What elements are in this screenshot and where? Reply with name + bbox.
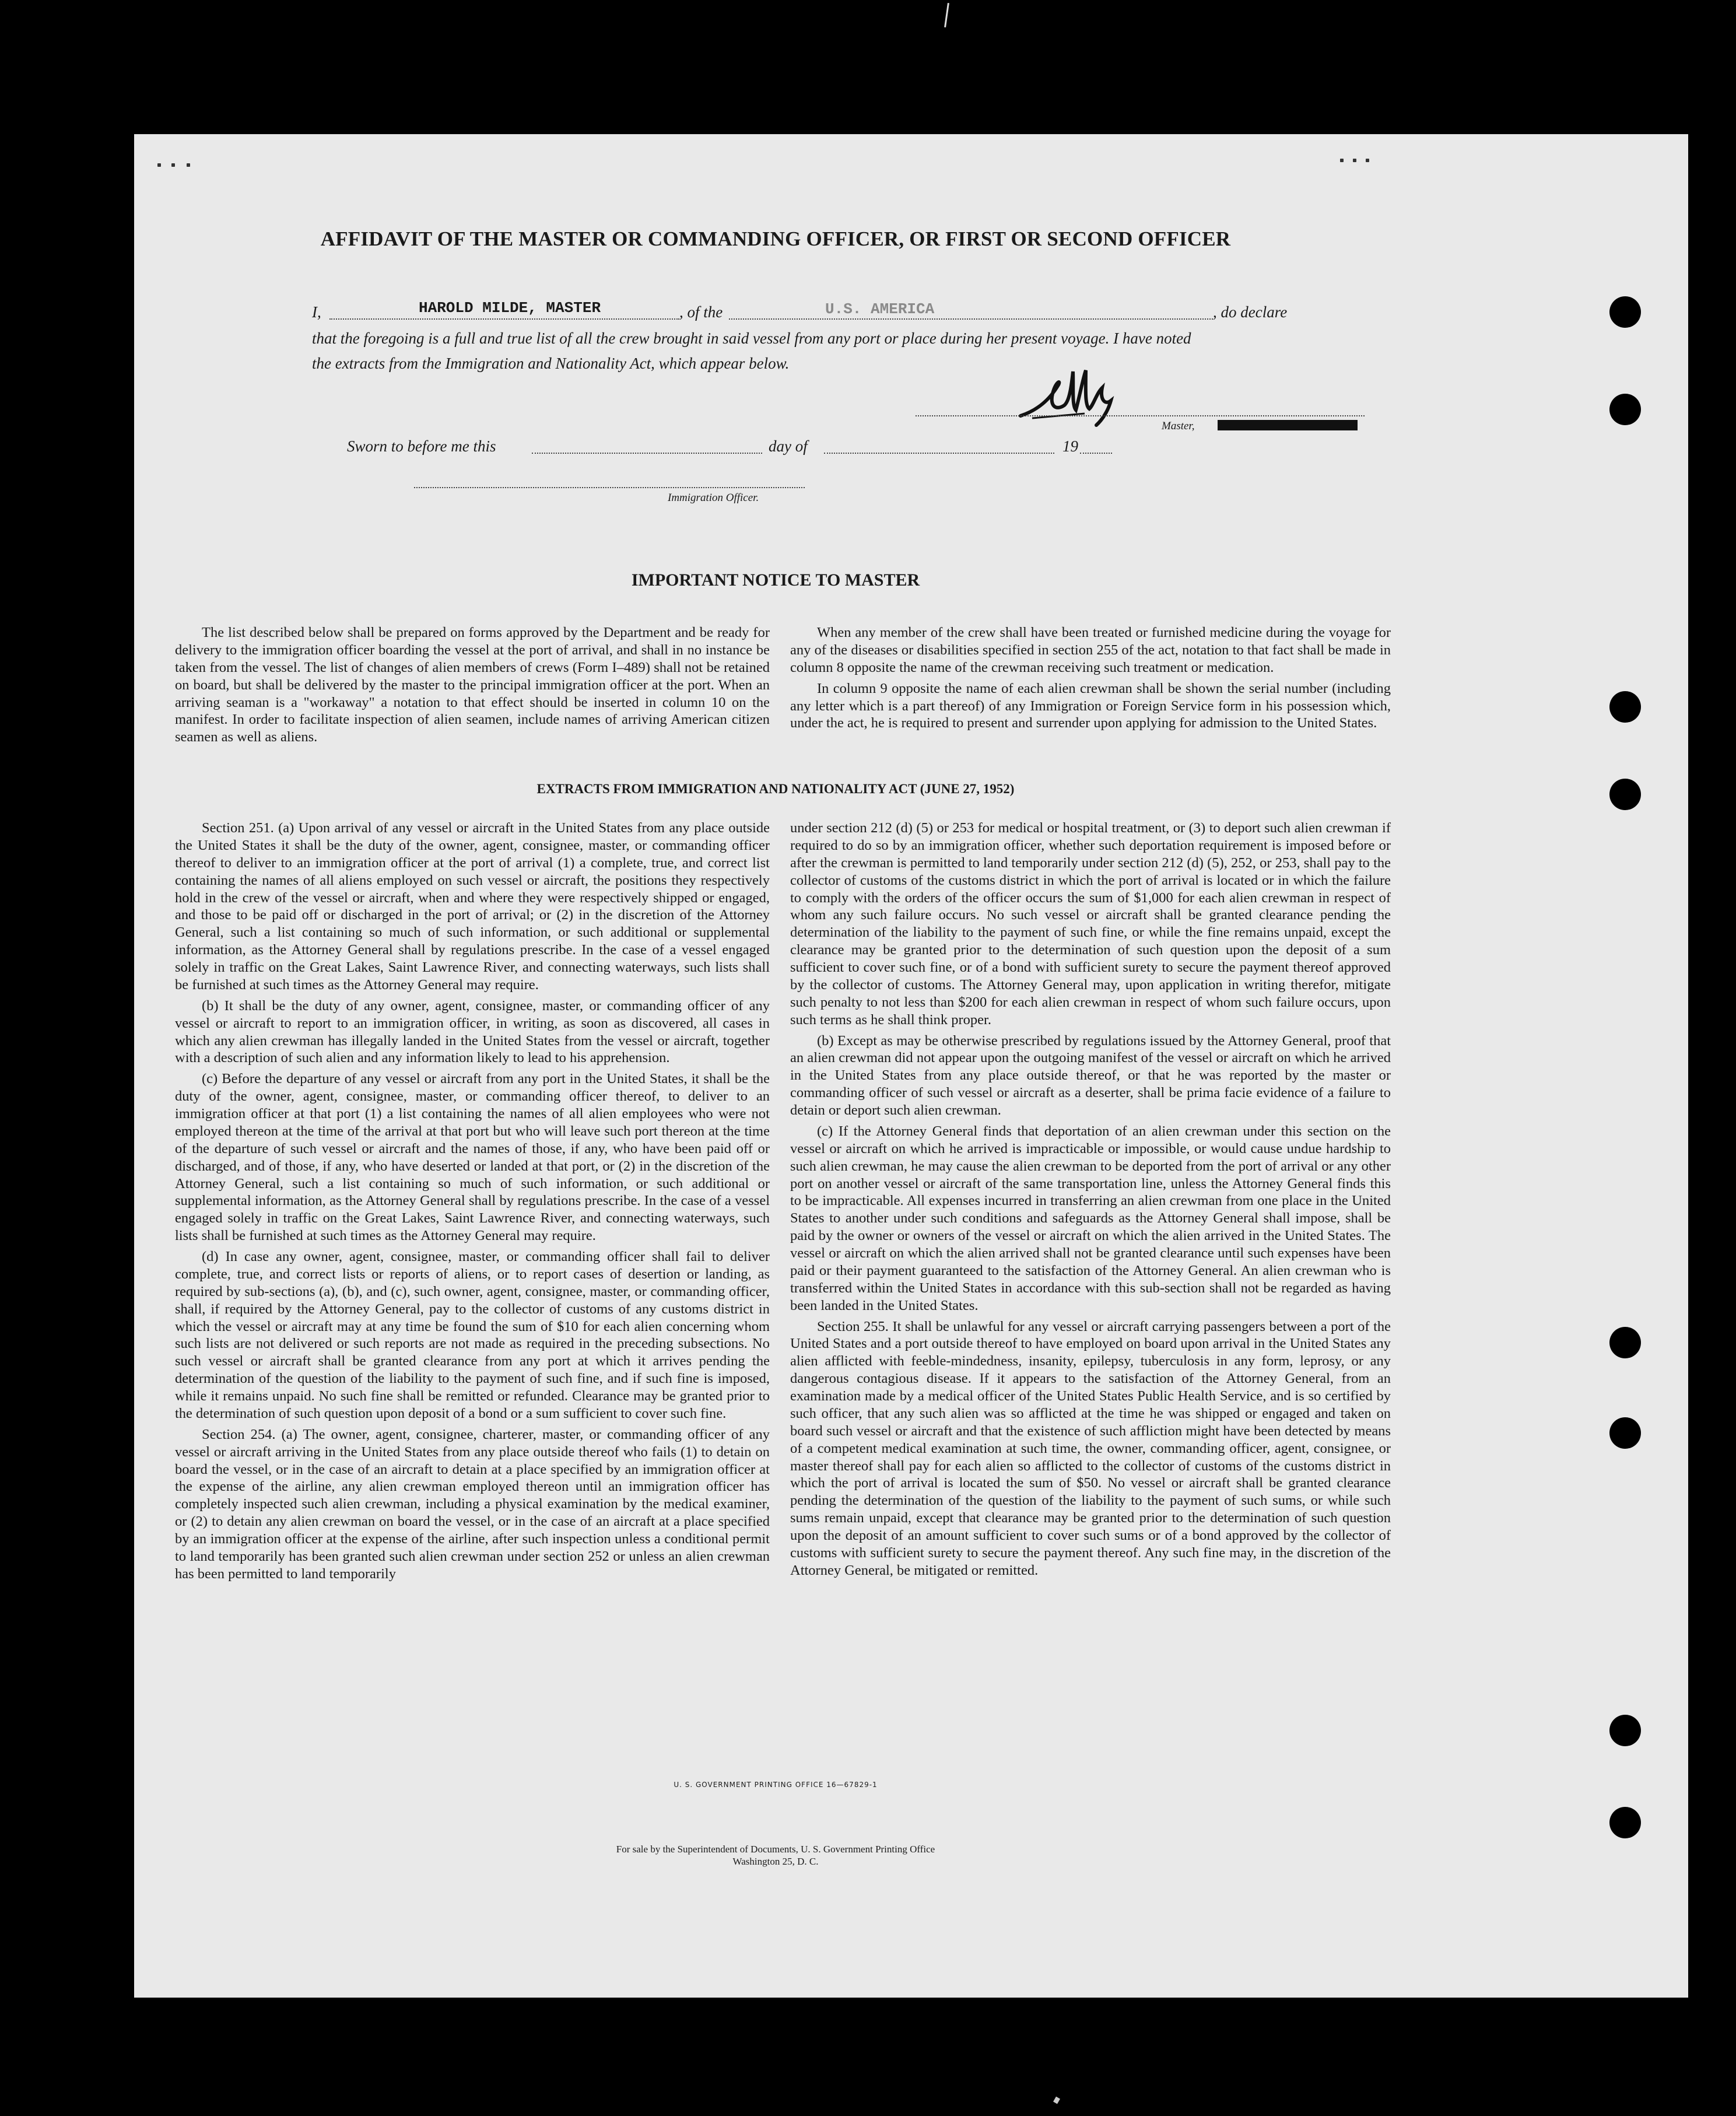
section-254a-paragraph: Section 254. (a) The owner, agent, consignee, charterer, master, or commanding officer of any vessel or aircraft arriving in the United States from any place outside thereof who fails (1) to detain on board the vessel, or in the case of an aircraft to detain at a place specified by an immigration officer at the expense of the airline, any alien crewman employed thereon until an immigration officer has completely inspected such alien crewman, including a physical examination by the medical examiner, or (2) to detain any alien crewman on board the vessel, or in the case of an aircraft at a place specified by an immigration officer at the expense of the airline, after such inspection unless a conditional permit to land temporarily has been granted such alien crewman under section 252 or unless an alien crewman has been permitted to land temporarily [175, 1426, 770, 1582]
section-254b-paragraph: (b) Except as may be otherwise prescribed by regulations issued by the Attorney General, proof that an alien crewman did not appear upon the outgoing manifest of the vessel or aircraft on which he arrived in the United States from any place outside thereof, or that he was reported by the master or commanding officer of such vessel or aircraft as a deserter, shall be prima facie evidence of a failure to detain or deport such alien crewman. [790, 1032, 1391, 1118]
sale-line-2: Washington 25, D. C. [732, 1856, 819, 1868]
vessel-field-line [729, 318, 1213, 320]
i-label: I, [312, 303, 321, 321]
scan-mark [1053, 2097, 1060, 2104]
section-251a-paragraph: Section 251. (a) Upon arrival of any vessel or aircraft in the United States from any place outside the United States it shall be the duty of the owner, agent, consignee, master, or commanding officer thereof to deliver to an immigration officer at the port of arrival (1) a complete, true, and correct list containing the names of all aliens employed on such vessel or aircraft, the positions they respectively hold in the crew of the vessel or aircraft, when and where they were respectively shipped or engaged, and those to be paid off or discharged in the port of arrival; or (2) in the discretion of the Attorney General, such a list containing so much of such information, or such additional or supplemental information, as the Attorney General shall by regulations prescribe. In the case of a vessel engaged solely in traffic on the Great Lakes, Saint Lawrence River, and connecting waterways, such lists shall be furnished at such times as the Attorney General may require. [175, 820, 770, 993]
section-251b-paragraph: (b) It shall be the duty of any owner, agent, consignee, master, or commanding officer of any vessel or aircraft to report to an immigration officer, in writing, as soon as discovered, all cases in which any alien crewman has illegally landed in the United States from the vessel or aircraft, together with a description of such alien and any information likely to lead to his apprehension. [175, 997, 770, 1066]
scan-speck [1340, 159, 1344, 162]
scan-speck [171, 163, 175, 167]
document-page [134, 134, 1688, 1998]
notice-title: IMPORTANT NOTICE TO MASTER [631, 570, 920, 590]
immigration-officer-label: Immigration Officer. [668, 492, 759, 504]
extracts-left-column [175, 819, 770, 1586]
sworn-day-line [532, 453, 762, 454]
year-label: 19 [1062, 437, 1078, 455]
punch-hole [1609, 1327, 1641, 1358]
notice-right-column [790, 624, 1391, 735]
affidavit-title: AFFIDAVIT OF THE MASTER OR COMMANDING OFFICER, OR FIRST OR SECOND OFFICER [320, 227, 1231, 250]
scan-speck [157, 163, 161, 167]
master-signature [1015, 365, 1131, 429]
punch-hole [1609, 779, 1641, 810]
punch-hole [1609, 691, 1641, 723]
scan-mark [944, 3, 949, 27]
punch-hole [1609, 296, 1641, 328]
scan-speck [1366, 159, 1369, 162]
section-251c-paragraph: (c) Before the departure of any vessel or aircraft from any port in the United States, it shall be the duty of the owner, agent, consignee, master, or commanding officer thereof, to deliver to an immigration officer at that port (1) a list containing the names of all alien employees who were not employed thereon at the time of the arrival at that port but who will leave such port thereon at the time of the departure of such vessel or aircraft and the names of those, if any, who have been paid off or discharged, and of those, if any, who have deserted or landed at that port, or (2) in the discretion of the Attorney General, such a list containing so much of such information, or such additional or supplemental information, as the Attorney General shall by regulations prescribe. In the case of a vessel engaged solely in traffic on the Great Lakes, Saint Lawrence River, and connecting waterways, such lists shall be furnished at such times as the Attorney General may require. [175, 1071, 770, 1244]
extracts-right-column [790, 819, 1391, 1583]
section-255-paragraph: Section 255. It shall be unlawful for any vessel or aircraft carrying passengers between a port of the United States and a port outside thereof to have employed on board upon arrival in the United States any alien afflicted with feeble-mindedness, insanity, epilepsy, tuberculosis in any form, leprosy, or any dangerous contagious disease. If it appears to the satisfaction of the Attorney General, from an examination made by a medical officer of the United States Public Health Service, and is so certified by such officer, that any such alien was so afflicted at the time he was shipped or engaged and taken on board such vessel or aircraft and that the existence of such affliction might have been detected by means of a competent medical examination at such time, the owner, commanding officer, agent, consignee, or master thereof shall pay for each alien so afflicted to the collector of customs of the customs district in which the port of arrival is located the sum of $50. No vessel or aircraft shall be granted clearance pending the determination of the question of the liability to the payment of such sums, or while such sums remain unpaid, except that clearance may be granted prior to the determination of such question upon the deposit of an amount sufficient to cover such sums or of a bond approved by the collector of customs with sufficient surety to secure the payment thereof. Any such fine may, in the discretion of the Attorney General, be mitigated or remitted. [790, 1318, 1391, 1578]
punch-hole [1609, 1715, 1641, 1746]
master-name-value: HAROLD MILDE, MASTER [419, 299, 601, 317]
scan-speck [1353, 159, 1356, 162]
section-254c-paragraph: (c) If the Attorney General finds that deportation of an alien crewman under this section on the vessel or aircraft on which he arrived is impracticable or impossible, or would cause undue hardship to such alien crewman, he may cause the alien crewman to be deported from the port of arrival or any other port on another vessel or aircraft of the same transportation line, unless the Attorney General finds this to be impracticable. All expenses incurred in transferring an alien crewman from one place in the United States to another under such conditions and safeguards as the Attorney General shall impose, shall be paid by the owner or owners of the vessel or aircraft on which the alien arrived in the United States. The vessel or aircraft on which the alien arrived shall not be granted clearance until such expenses have been paid or their payment guaranteed to the satisfaction of the Attorney General. An alien crewman who is transferred within the United States in accordance with this sub-section shall not be regarded as having been landed in the United States. [790, 1123, 1391, 1313]
gpo-imprint: U. S. GOVERNMENT PRINTING OFFICE 16—67829-1 [674, 1781, 878, 1789]
notice-paragraph: In column 9 opposite the name of each alien crewman shall be shown the serial number (including any letter which is a part thereof) of any Immigration or Foreign Service form in his possession which, under the act, he is required to present and surrender upon applying for admission to the United States. [790, 680, 1391, 731]
vessel-name-value: U.S. AMERICA [825, 300, 935, 318]
sale-notice [134, 1843, 1417, 1868]
redaction-mark [1218, 420, 1358, 430]
punch-hole [1609, 394, 1641, 425]
section-251d-paragraph: (d) In case any owner, agent, consignee, master, or commanding officer shall fail to deliver complete, true, and correct lists or reports of aliens, or to report cases of desertion or landing, as required by sub-sections (a), (b), and (c), such owner, agent, consignee, master, or commanding officer, shall, if required by the Attorney General, pay to the collector of customs of any customs district in which the vessel or aircraft may at any time be found the sum of $10 for each alien concerning whom such lists are not delivered or such reports are not made as required in the preceding subsections. No such vessel or aircraft shall be granted clearance from any port at which it arrives pending the determination of the question of the liability to the payment of such fine, and if such fine is imposed, while it remains unpaid. No such fine shall be remitted or refunded. Clearance may be granted prior to the determination of such question upon deposit of a bond or a sum sufficient to cover such fine. [175, 1249, 770, 1421]
punch-hole [1609, 1417, 1641, 1449]
sworn-year-line [1080, 453, 1112, 454]
master-signature-line [916, 415, 1365, 416]
sale-line-1: For sale by the Superintendent of Documents, U. S. Government Printing Office [616, 1844, 935, 1855]
punch-hole [1609, 1807, 1641, 1838]
sworn-label: Sworn to before me this [347, 437, 496, 455]
notice-paragraph: When any member of the crew shall have been treated or furnished medicine during the voyage for any of the diseases or disabilities specified in section 255 of the act, notation to that fact shall be made in column 8 opposite the name of the crewman receiving such treatment or medication. [790, 625, 1391, 675]
do-declare-label: , do declare [1213, 303, 1288, 321]
notice-left-column [175, 624, 770, 749]
notice-paragraph: The list described below shall be prepared on forms approved by the Department and be ready for delivery to the immigration officer boarding the vessel at the port of arrival, and shall in no instance be taken from the vessel. The list of changes of alien members of crews (Form I–489) shall not be retained on board, but shall be delivered by the master to the principal immigration officer at the port. When an arriving seaman is a "workaway" a notation to that effect should be inserted in column 10 on the manifest. In order to facilitate inspection of alien seamen, include names of arriving American citizen seamen as well as aliens. [175, 625, 770, 745]
master-label: Master, [1162, 420, 1195, 432]
affidavit-statement-line-1: that the foregoing is a full and true list of all the crew brought in said vessel from any port or place during her present voyage. I have noted [312, 330, 1191, 347]
day-of-label: day of [769, 437, 808, 455]
immigration-officer-line [414, 487, 805, 488]
affidavit-statement-line-2: the extracts from the Immigration and Nationality Act, which appear below. [312, 355, 790, 372]
section-254a-continued-paragraph: under section 212 (d) (5) or 253 for medical or hospital treatment, or (3) to deport such alien crewman if required to do so by an immigration officer, whether such deportation requirement is imposed before or after the crewman is permitted to land temporarily under section 212 (d) (5), 252, or 253, shall pay to the collector of customs of the customs district in which the port of arrival is located or in which the failure to comply with the orders of the officer occurs the sum of $1,000 for each alien crewman in respect of whom any such failure occurs. No such vessel or aircraft shall be granted clearance pending the determination of the liability to the payment of such fine, or while the fine remains unpaid, except the clearance may be granted prior to the determination of such question upon the deposit of a sum sufficient to cover such fine, or of a bond with sufficient surety to secure the payment thereof approved by the collector of customs. The Attorney General may, upon application in writing therefor, mitigate such penalty to not less than $200 for each alien crewman in respect of whom such failure occurs, upon such terms as he shall think proper. [790, 820, 1391, 1028]
extracts-title: EXTRACTS FROM IMMIGRATION AND NATIONALITY ACT (JUNE 27, 1952) [536, 782, 1015, 796]
of-the-label: , of the [679, 303, 723, 321]
scan-speck [187, 163, 190, 167]
name-field-line [329, 318, 679, 320]
sworn-month-line [824, 453, 1054, 454]
